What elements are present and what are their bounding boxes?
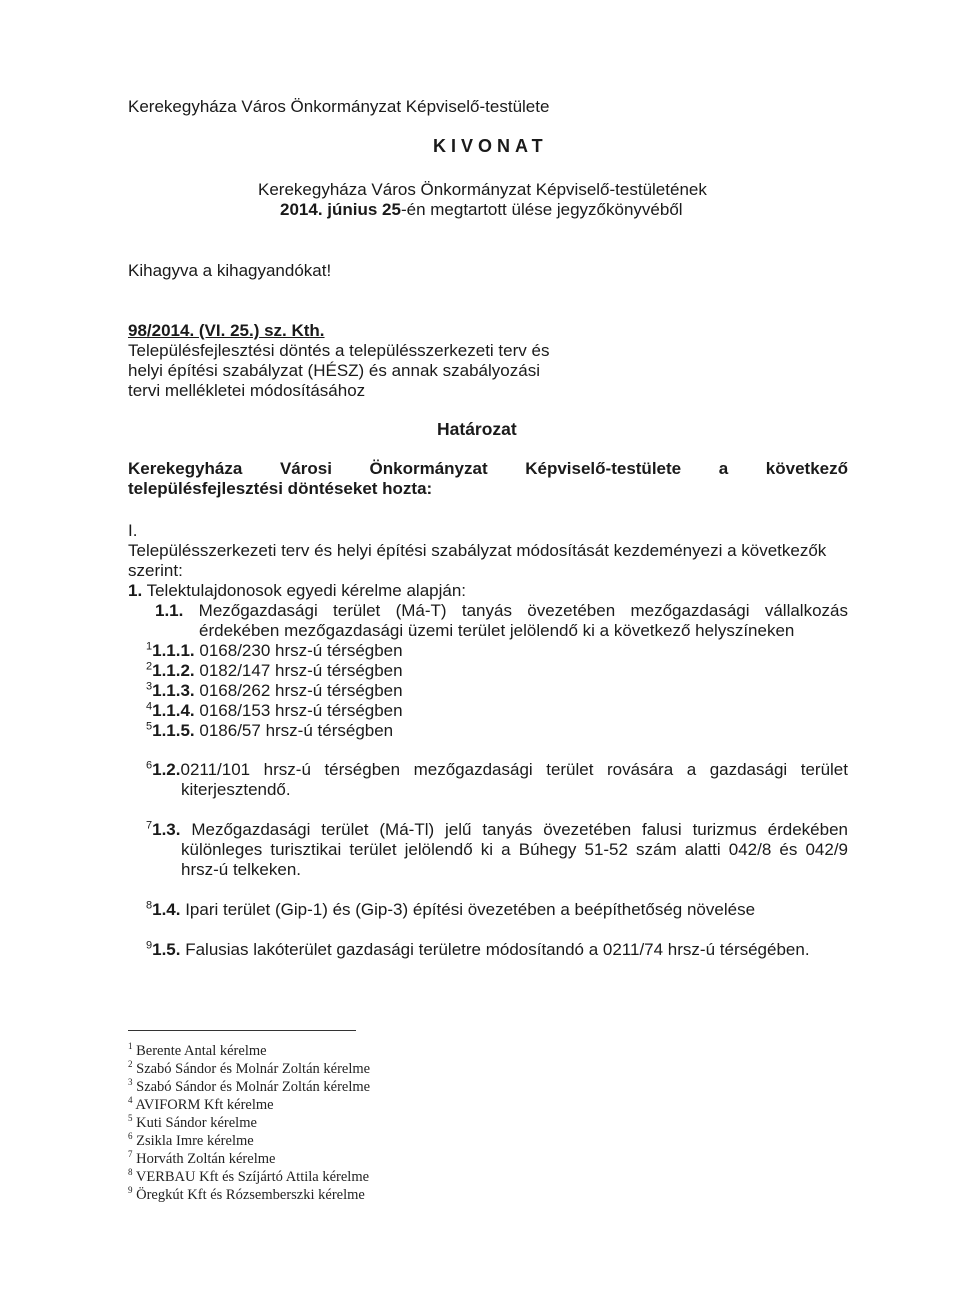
resolution-subject-line: helyi építési szabályzat (HÉSZ) és annak szabályozási bbox=[128, 361, 540, 380]
item-number: 1.2. bbox=[152, 760, 181, 779]
subitem bbox=[146, 701, 403, 721]
footnote-ref: 3 bbox=[146, 680, 153, 693]
item-text: Mezőgazdasági terület (Má-Tl) jelű tanyás övezetében falusi turizmus érdekében bbox=[180, 820, 848, 839]
item-text: Mezőgazdasági terület (Má-T) tanyás övezetében mezőgazdasági vállalkozás bbox=[183, 601, 848, 620]
item-number: 1.1.4. bbox=[152, 701, 195, 720]
footnote-number: 4 bbox=[128, 1095, 133, 1106]
section-intro-line1: Településszerkezeti terv és helyi építési szabályzat módosítását kezdeményezi a következők bbox=[128, 541, 827, 560]
item-text: Telektulajdonosok egyedi kérelme alapján: bbox=[142, 581, 467, 600]
resolution-subject-line: tervi mellékletei módosításához bbox=[128, 381, 366, 400]
footnote-number: 6 bbox=[128, 1131, 133, 1142]
item-1 bbox=[128, 581, 466, 601]
document-title: KIVONAT bbox=[433, 136, 548, 156]
footnote-number: 7 bbox=[128, 1149, 133, 1160]
item-1-1-line1 bbox=[155, 601, 848, 621]
footnote bbox=[128, 1114, 257, 1132]
item-number: 1.4. bbox=[152, 900, 181, 919]
footnote-text: Szabó Sándor és Molnár Zoltán kérelme bbox=[136, 1061, 371, 1077]
footnote-number: 2 bbox=[128, 1059, 133, 1070]
item-number: 1.3. bbox=[152, 820, 181, 839]
footnote-number: 1 bbox=[128, 1041, 133, 1052]
footnote bbox=[128, 1150, 275, 1168]
footnote-number: 8 bbox=[128, 1167, 133, 1178]
omission-note: Kihagyva a kihagyandókat! bbox=[128, 261, 332, 280]
footnote-number: 3 bbox=[128, 1077, 133, 1088]
footnote bbox=[128, 1096, 274, 1114]
item-1-5 bbox=[146, 940, 810, 960]
footnote-ref: 6 bbox=[146, 759, 153, 772]
footnote bbox=[128, 1078, 370, 1096]
item-text: Ipari terület (Gip-1) és (Gip-3) építési övezetében a beépíthetőség növelése bbox=[180, 900, 756, 919]
footnote bbox=[128, 1186, 365, 1204]
footnote-text: Kuti Sándor kérelme bbox=[136, 1115, 257, 1131]
resolution-intro-line1: Kerekegyháza Városi Önkormányzat Képviselő-testülete a következő bbox=[128, 459, 848, 478]
item-1-3-line1 bbox=[146, 820, 848, 840]
item-number: 1.1.5. bbox=[152, 721, 195, 740]
item-text: 0168/262 hrsz-ú térségben bbox=[194, 681, 403, 700]
meeting-date: 2014. június 25 bbox=[280, 200, 401, 219]
item-text: 0168/230 hrsz-ú térségben bbox=[194, 641, 403, 660]
item-text: 0186/57 hrsz-ú térségben bbox=[194, 721, 394, 740]
subtitle-line1: Kerekegyháza Város Önkormányzat Képviselő-testületének bbox=[258, 180, 707, 199]
item-1-3-line2: különleges turisztikai terület jelölendő ki a Búhegy 51-52 szám alatti 042/8 és 042/9 bbox=[181, 840, 848, 859]
footnote-text: Horváth Zoltán kérelme bbox=[136, 1151, 276, 1167]
item-1-4 bbox=[146, 900, 755, 920]
subitem bbox=[146, 661, 403, 681]
footnote-text: Berente Antal kérelme bbox=[136, 1043, 267, 1059]
item-1-2-line1 bbox=[146, 760, 848, 780]
footnote-ref: 8 bbox=[146, 899, 153, 912]
footnote bbox=[128, 1042, 267, 1060]
footnote-ref: 2 bbox=[146, 660, 153, 673]
footnote-number: 5 bbox=[128, 1113, 133, 1124]
item-number: 1.1. bbox=[155, 601, 184, 620]
item-text: 0182/147 hrsz-ú térségben bbox=[194, 661, 403, 680]
footnote-ref: 9 bbox=[146, 939, 153, 952]
footnote-separator bbox=[128, 1030, 356, 1031]
footnote-ref: 1 bbox=[146, 640, 153, 653]
item-number: 1.5. bbox=[152, 940, 181, 959]
subitem bbox=[146, 721, 393, 741]
resolution-intro-line2: településfejlesztési döntéseket hozta: bbox=[128, 479, 433, 498]
item-text: 0211/101 hrsz-ú térségben mezőgazdasági terület rovására a gazdasági terület bbox=[180, 760, 848, 779]
footnote bbox=[128, 1168, 369, 1186]
resolution-heading: Határozat bbox=[437, 419, 517, 439]
resolution-number: 98/2014. (VI. 25.) sz. Kth. bbox=[128, 321, 325, 340]
footnote-ref: 7 bbox=[146, 819, 153, 832]
footnote-text: VERBAU Kft és Szíjártó Attila kérelme bbox=[135, 1169, 370, 1185]
item-number: 1. bbox=[128, 581, 143, 600]
footnote-number: 9 bbox=[128, 1185, 133, 1196]
subtitle-line2 bbox=[280, 200, 683, 220]
authority-line: Kerekegyháza Város Önkormányzat Képviselő-testülete bbox=[128, 97, 550, 116]
footnote bbox=[128, 1132, 254, 1150]
subtitle-rest: -én megtartott ülése jegyzőkönyvéből bbox=[400, 200, 683, 219]
footnote-text: Öregkút Kft és Rózsemberszki kérelme bbox=[136, 1187, 365, 1203]
footnote-text: AVIFORM Kft kérelme bbox=[135, 1097, 274, 1113]
subitem bbox=[146, 641, 403, 661]
item-1-2-line2: kiterjesztendő. bbox=[181, 780, 291, 799]
item-number: 1.1.3. bbox=[152, 681, 195, 700]
resolution-subject-line: Településfejlesztési döntés a településszerkezeti terv és bbox=[128, 341, 550, 360]
item-1-1-line2: érdekében mezőgazdasági üzemi terület jelölendő ki a következő helyszíneken bbox=[199, 621, 795, 640]
item-number: 1.1.1. bbox=[152, 641, 195, 660]
section-intro-line2: szerint: bbox=[128, 561, 183, 580]
subitem bbox=[146, 681, 403, 701]
item-text: Falusias lakóterület gazdasági területre módosítandó a 0211/74 hrsz-ú térségében. bbox=[180, 940, 810, 959]
item-1-3-line3: hrsz-ú telkeken. bbox=[181, 860, 301, 879]
item-number: 1.1.2. bbox=[152, 661, 195, 680]
footnote-ref: 5 bbox=[146, 720, 153, 733]
footnote-text: Zsikla Imre kérelme bbox=[136, 1133, 254, 1149]
footnote-ref: 4 bbox=[146, 700, 153, 713]
section-numeral: I. bbox=[128, 521, 138, 540]
footnote-text: Szabó Sándor és Molnár Zoltán kérelme bbox=[136, 1079, 371, 1095]
item-text: 0168/153 hrsz-ú térségben bbox=[194, 701, 403, 720]
footnote bbox=[128, 1060, 370, 1078]
